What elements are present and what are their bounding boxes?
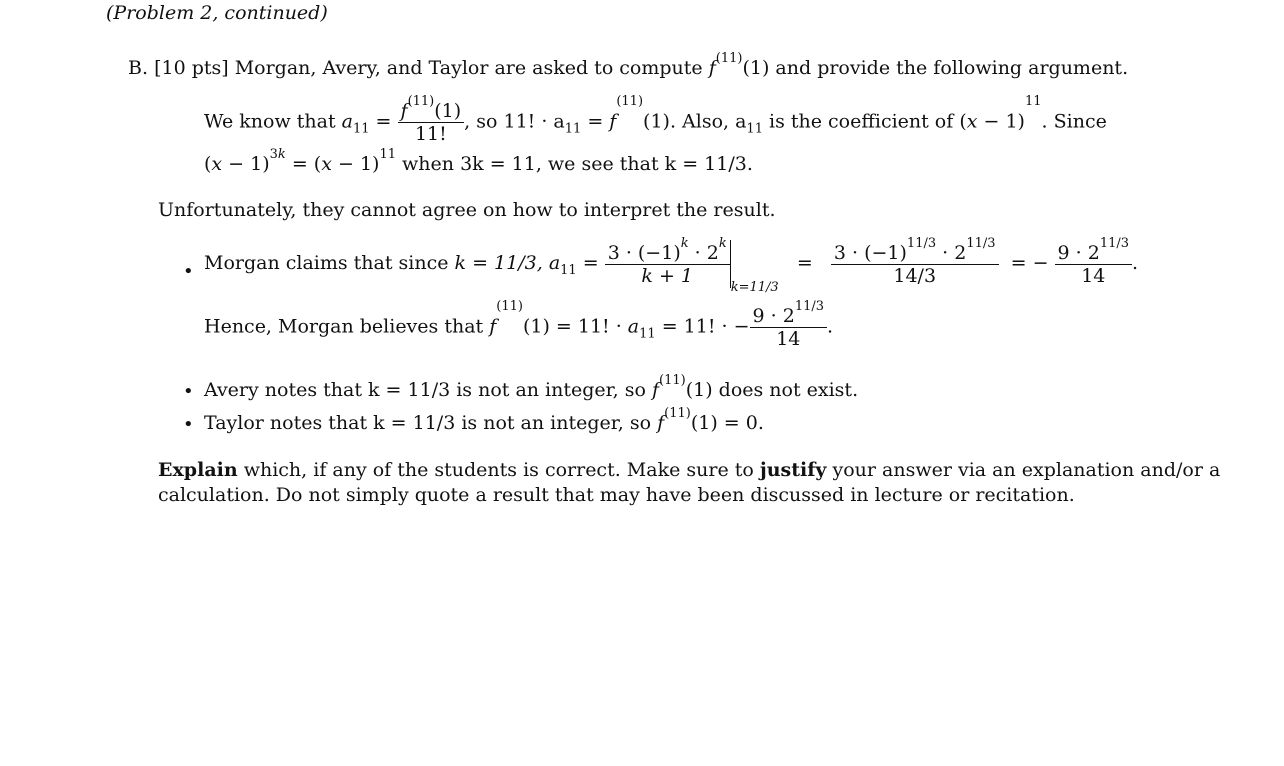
avery-text: Avery notes that k = 11/3 is not an integer, so [204, 379, 646, 401]
argument-line-2: $(x - 1)^{3k} = (x - 1)^{11}$ when 3k = 11, we see that k = 11/3. [204, 147, 753, 175]
part-intro-end: and provide the following argument. [775, 57, 1129, 79]
bullet-icon: • [183, 261, 194, 282]
argument-since: Since [1053, 110, 1107, 133]
part-label: B. [128, 57, 149, 79]
avery-note: Avery notes that k = 11/3 is not an integer, so $f^{(11)}(1)$ does not exist. [204, 373, 859, 401]
morgan-fraction-3: $\frac{9 \cdot 2^{11/3}}{14}$ [1055, 242, 1133, 287]
morgan-hence-text: Hence, Morgan believes that [204, 315, 484, 338]
part-intro-text: Morgan, Avery, and Taylor are asked to compute [234, 57, 703, 79]
evaluation-subscript: k=11/3 [730, 280, 779, 295]
argument-result: k = 11/3. [664, 153, 753, 175]
bullet-icon: • [183, 414, 194, 435]
argument-so: , so 11! · a [464, 110, 565, 133]
justify-keyword: justify [759, 459, 827, 481]
instructions-text-2: your answer via an explanation and/or a [832, 459, 1221, 481]
continued-header: (Problem 2, continued) [106, 2, 328, 24]
instructions-line-1 [158, 459, 1220, 481]
part-b-intro [128, 51, 1129, 79]
bullet-icon: • [183, 381, 194, 402]
explain-keyword: Explain [158, 459, 238, 481]
part-points: [10 pts] [154, 57, 229, 79]
morgan-hence: Hence, Morgan believes that $f^{(11)}(1) = 11$! · $a_{11} = 11$! · − $\frac{9 \cdot 2^{11/3}}{14}$ . [204, 299, 834, 350]
argument-when: when 3k = 11, we see that [402, 153, 659, 175]
avery-text-end: (1) does not exist. [685, 379, 859, 401]
morgan-claim: Morgan claims that since k = 11/3, $a_{11}$ = $\frac{3 \cdot (-1)^k \cdot 2^k}{k + 1}$ $_{k=11/3}$ = $\frac{3 \cdot (-1)^{11/3} \cdot 2^{11/3}}{14/3}$ = − $\frac{9 \cdot 2^{11/3}}{14}$ . [204, 235, 1139, 295]
a11-definition-fraction: $\frac{f^{(11)}(1)}{11!}$ [398, 100, 465, 145]
taylor-text: Taylor notes that k = 11/3 is not an integer, so [204, 412, 652, 434]
instructions-line-2: calculation. Do not simply quote a result that may have been discussed in lecture or recitation. [158, 484, 1075, 506]
morgan-k-value: k = 11/3, [454, 252, 543, 274]
argument-line-1: We know that $a_{11}$ = $\frac{f^{(11)}(1)}{11!}$ , so 11! · $a_{11} = f^{(11)}(1)$. Also, $a_{11}$ is the coefficient of $(x - 1)^{11}$. Since [204, 94, 1107, 145]
taylor-text-end: (1) = 0. [690, 412, 764, 434]
morgan-fraction-1: $\frac{3 \cdot (-1)^k \cdot 2^k}{k + 1}$ [605, 242, 730, 287]
morgan-hence-fraction: $\frac{9 \cdot 2^{11/3}}{14}$ [750, 305, 828, 350]
argument-coefficient: is the coefficient of [769, 110, 954, 133]
transition-text: Unfortunately, they cannot agree on how to interpret the result. [158, 199, 776, 221]
instructions-text-1: which, if any of the students is correct. Make sure to [243, 459, 754, 481]
argument-also: (1). Also, a [643, 110, 747, 133]
morgan-claim-text: Morgan claims that since [204, 252, 449, 274]
argument-intro: We know that [204, 110, 336, 133]
taylor-note: Taylor notes that k = 11/3 is not an integer, so $f^{(11)}(1) = 0$. [204, 406, 764, 434]
f11-expression: $f^{(11)}(1)$ [708, 51, 770, 79]
morgan-fraction-2: $\frac{3 \cdot (-1)^{11/3} \cdot 2^{11/3}}{14/3}$ [831, 242, 999, 287]
